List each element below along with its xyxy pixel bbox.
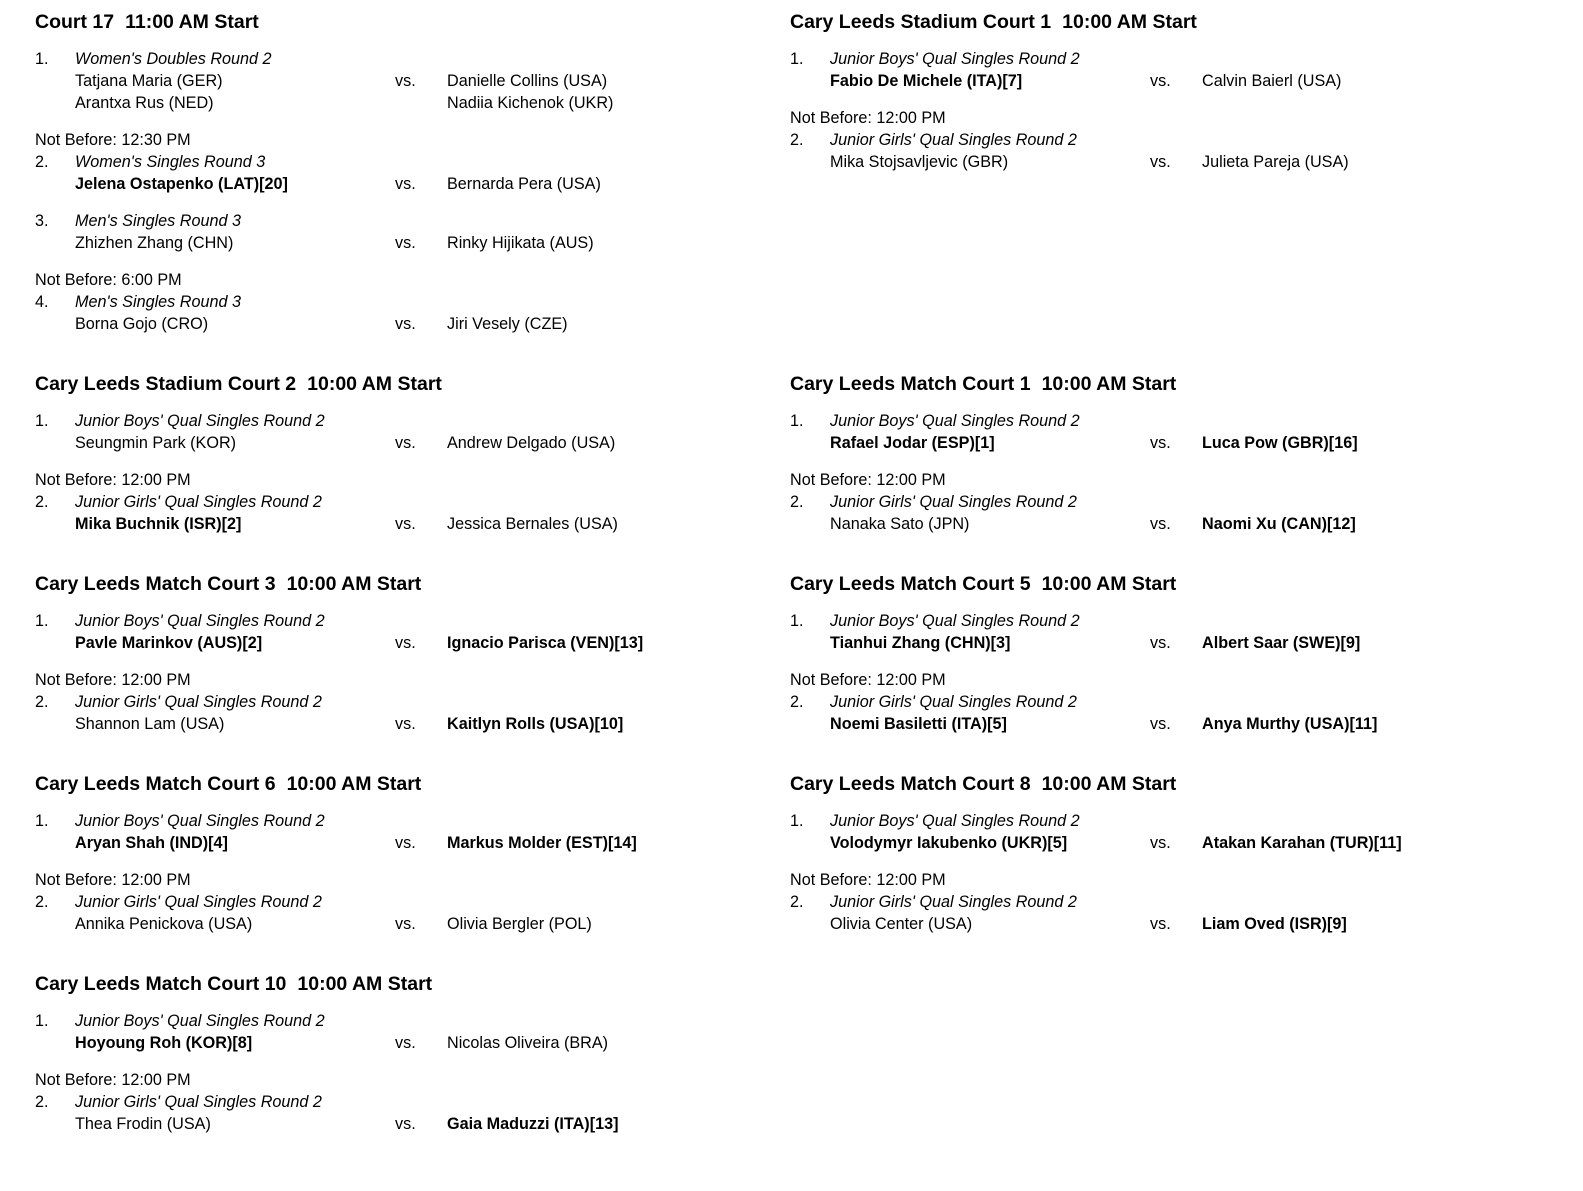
side-two-players (1202, 913, 1563, 935)
player-name: Mika Buchnik (ISR)[2] (75, 515, 242, 533)
side-one-players (75, 173, 395, 195)
side-two-players (1202, 632, 1563, 654)
court-start-time: 11:00 AM Start (125, 11, 259, 33)
match-number: 1. (35, 412, 49, 430)
match-list (35, 810, 790, 935)
court-start-time: 10:00 AM Start (1062, 11, 1197, 33)
match-number: 2. (35, 693, 49, 711)
player-name: Olivia Bergler (POL) (447, 915, 592, 933)
not-before-note: Not Before: 12:00 PM (35, 671, 191, 689)
court-section (35, 371, 790, 535)
vs-label: vs. (1150, 634, 1171, 652)
side-one-players (830, 432, 1150, 454)
vs-label: vs. (395, 1034, 416, 1052)
match-block (35, 869, 790, 935)
player-name: Jelena Ostapenko (LAT)[20] (75, 175, 288, 193)
match-number: 2. (35, 1093, 49, 1111)
event-name: Junior Boys' Qual Singles Round 2 (75, 1012, 325, 1030)
player-name: Nicolas Oliveira (BRA) (447, 1034, 609, 1052)
side-one-players (75, 713, 395, 735)
match-entry (790, 129, 1563, 173)
court-name: Cary Leeds Match Court 10 (35, 973, 287, 995)
match-entry (790, 410, 1563, 454)
vs-label: vs. (1150, 915, 1171, 933)
player-name: Tatjana Maria (GER) (75, 72, 223, 90)
not-before-note: Not Before: 12:00 PM (790, 109, 946, 127)
side-two-players (1202, 151, 1563, 173)
side-one-players (75, 1032, 395, 1054)
side-two-players (447, 313, 790, 335)
court-title (35, 9, 790, 35)
event-name: Junior Girls' Qual Singles Round 2 (830, 693, 1077, 711)
side-one-players (830, 513, 1150, 535)
court-section (35, 771, 790, 935)
event-name: Junior Boys' Qual Singles Round 2 (75, 812, 325, 830)
event-name: Junior Boys' Qual Singles Round 2 (75, 412, 325, 430)
vs-label: vs. (395, 434, 416, 452)
side-one-players (830, 632, 1150, 654)
court-name: Court 17 (35, 11, 115, 33)
match-number: 1. (790, 412, 804, 430)
player-name: Nadiia Kichenok (UKR) (447, 94, 614, 112)
match-block (790, 610, 1563, 654)
player-name: Naomi Xu (CAN)[12] (1202, 515, 1356, 533)
vs-label: vs. (395, 234, 416, 252)
player-name: Annika Penickova (USA) (75, 915, 253, 933)
match-entry (790, 491, 1563, 535)
match-block (790, 869, 1563, 935)
match-number: 2. (790, 893, 804, 911)
event-name: Junior Girls' Qual Singles Round 2 (830, 893, 1077, 911)
match-entry (35, 291, 790, 335)
court-section (35, 571, 790, 735)
match-block (35, 129, 790, 195)
match-block (35, 810, 790, 854)
vs-label: vs. (395, 315, 416, 333)
match-number: 1. (790, 50, 804, 68)
vs-label: vs. (395, 915, 416, 933)
not-before-note: Not Before: 12:00 PM (35, 871, 191, 889)
court-title (790, 571, 1563, 597)
match-entry (35, 1091, 790, 1135)
court-start-time: 10:00 AM Start (307, 373, 442, 395)
match-number: 2. (790, 493, 804, 511)
side-one-players (830, 913, 1150, 935)
event-name: Junior Girls' Qual Singles Round 2 (830, 493, 1077, 511)
vs-label: vs. (395, 834, 416, 852)
match-number: 1. (790, 612, 804, 630)
side-one-players (75, 313, 395, 335)
court-name: Cary Leeds Match Court 6 (35, 773, 276, 795)
match-entry (35, 410, 790, 454)
match-number: 2. (35, 153, 49, 171)
match-entry (790, 48, 1563, 92)
player-name: Tianhui Zhang (CHN)[3] (830, 634, 1011, 652)
event-name: Junior Girls' Qual Singles Round 2 (75, 493, 322, 511)
match-block (35, 48, 790, 114)
not-before-note: Not Before: 12:00 PM (790, 471, 946, 489)
vs-label: vs. (395, 175, 416, 193)
event-name: Junior Boys' Qual Singles Round 2 (830, 412, 1080, 430)
court-section (35, 971, 790, 1135)
player-name: Fabio De Michele (ITA)[7] (830, 72, 1023, 90)
player-name: Calvin Baierl (USA) (1202, 72, 1342, 90)
player-name: Volodymyr Iakubenko (UKR)[5] (830, 834, 1068, 852)
player-name: Albert Saar (SWE)[9] (1202, 634, 1361, 652)
player-name: Liam Oved (ISR)[9] (1202, 915, 1347, 933)
match-entry (35, 891, 790, 935)
player-name: Ignacio Parisca (VEN)[13] (447, 634, 644, 652)
not-before-note: Not Before: 12:00 PM (790, 871, 946, 889)
side-two-players (1202, 713, 1563, 735)
side-one-players (830, 713, 1150, 735)
player-name: Seungmin Park (KOR) (75, 434, 237, 452)
vs-label: vs. (395, 1115, 416, 1133)
match-list (35, 410, 790, 535)
match-number: 4. (35, 293, 49, 311)
match-entry (790, 610, 1563, 654)
player-name: Kaitlyn Rolls (USA)[10] (447, 715, 624, 733)
match-list (35, 48, 790, 335)
player-name: Jessica Bernales (USA) (447, 515, 618, 533)
court-title (35, 371, 790, 397)
side-two-players (447, 173, 790, 195)
court-start-time: 10:00 AM Start (1041, 573, 1177, 595)
court-start-time: 10:00 AM Start (286, 773, 422, 795)
match-block (35, 210, 790, 254)
court-section (35, 9, 790, 335)
player-name: Borna Gojo (CRO) (75, 315, 209, 333)
player-name: Pavle Marinkov (AUS)[2] (75, 634, 263, 652)
match-block (35, 269, 790, 335)
match-block (35, 1069, 790, 1135)
player-name: Arantxa Rus (NED) (75, 94, 214, 112)
match-block (790, 810, 1563, 854)
match-list (790, 48, 1563, 173)
event-name: Junior Boys' Qual Singles Round 2 (75, 612, 325, 630)
event-name: Junior Boys' Qual Singles Round 2 (830, 612, 1080, 630)
match-number: 1. (35, 1012, 49, 1030)
court-start-time: 10:00 AM Start (286, 573, 422, 595)
side-two-players (447, 832, 790, 854)
match-block (790, 107, 1563, 173)
not-before-note: Not Before: 12:00 PM (35, 471, 191, 489)
side-one-players (75, 513, 395, 535)
side-one-players (75, 432, 395, 454)
vs-label: vs. (1150, 515, 1171, 533)
not-before-note: Not Before: 6:00 PM (35, 271, 182, 289)
match-entry (35, 48, 790, 114)
player-name: Zhizhen Zhang (CHN) (75, 234, 234, 252)
court-name: Cary Leeds Match Court 8 (790, 773, 1031, 795)
player-name: Olivia Center (USA) (830, 915, 973, 933)
court-title (790, 371, 1563, 397)
match-entry (790, 891, 1563, 935)
side-one-players (830, 832, 1150, 854)
player-name: Rinky Hijikata (AUS) (447, 234, 594, 252)
match-list (790, 410, 1563, 535)
match-list (790, 810, 1563, 935)
player-name: Bernarda Pera (USA) (447, 175, 601, 193)
court-name: Cary Leeds Match Court 1 (790, 373, 1031, 395)
side-one-players (75, 632, 395, 654)
match-entry (790, 810, 1563, 854)
match-number: 2. (790, 693, 804, 711)
match-number: 2. (35, 893, 49, 911)
side-two-players (447, 632, 790, 654)
player-name: Hoyoung Roh (KOR)[8] (75, 1034, 253, 1052)
court-title (35, 771, 790, 797)
side-two-players (447, 513, 790, 535)
match-entry (35, 691, 790, 735)
vs-label: vs. (395, 72, 416, 90)
event-name: Men's Singles Round 3 (75, 293, 241, 311)
side-one-players (75, 832, 395, 854)
side-two-players (447, 432, 790, 454)
event-name: Junior Girls' Qual Singles Round 2 (75, 893, 322, 911)
player-name: Danielle Collins (USA) (447, 72, 608, 90)
side-two-players (1202, 513, 1563, 535)
match-number: 3. (35, 212, 49, 230)
match-block (790, 469, 1563, 535)
match-block (35, 610, 790, 654)
match-block (35, 669, 790, 735)
court-start-time: 10:00 AM Start (1041, 373, 1177, 395)
match-number: 2. (35, 493, 49, 511)
match-block (790, 410, 1563, 454)
not-before-note: Not Before: 12:00 PM (35, 1071, 191, 1089)
match-block (790, 669, 1563, 735)
event-name: Junior Boys' Qual Singles Round 2 (830, 50, 1080, 68)
court-title (790, 771, 1563, 797)
court-title (790, 9, 1563, 35)
event-name: Men's Singles Round 3 (75, 212, 241, 230)
side-one-players (830, 70, 1150, 92)
vs-label: vs. (1150, 834, 1171, 852)
side-two-players (447, 232, 790, 254)
court-name: Cary Leeds Match Court 3 (35, 573, 276, 595)
match-entry (35, 491, 790, 535)
not-before-note: Not Before: 12:00 PM (790, 671, 946, 689)
player-name: Thea Frodin (USA) (75, 1115, 211, 1133)
event-name: Junior Girls' Qual Singles Round 2 (75, 1093, 322, 1111)
court-start-time: 10:00 AM Start (1041, 773, 1177, 795)
side-one-players (830, 151, 1150, 173)
match-number: 1. (35, 50, 49, 68)
match-list (35, 1010, 790, 1135)
court-name: Cary Leeds Match Court 5 (790, 573, 1031, 595)
court-section (790, 771, 1563, 935)
player-name: Mika Stojsavljevic (GBR) (830, 153, 1009, 171)
court-start-time: 10:00 AM Start (297, 973, 433, 995)
player-name: Aryan Shah (IND)[4] (75, 834, 228, 852)
side-two-players (1202, 432, 1563, 454)
match-block (790, 48, 1563, 92)
match-entry (35, 810, 790, 854)
player-name: Nanaka Sato (JPN) (830, 515, 970, 533)
player-name: Jiri Vesely (CZE) (447, 315, 568, 333)
not-before-note: Not Before: 12:30 PM (35, 131, 191, 149)
match-block (35, 410, 790, 454)
side-one-players (75, 70, 395, 114)
side-two-players (447, 913, 790, 935)
match-list (790, 610, 1563, 735)
match-entry (35, 610, 790, 654)
match-number: 1. (790, 812, 804, 830)
side-two-players (447, 70, 790, 114)
vs-label: vs. (395, 715, 416, 733)
court-title (35, 971, 790, 997)
player-name: Atakan Karahan (TUR)[11] (1202, 834, 1402, 852)
player-name: Julieta Pareja (USA) (1202, 153, 1349, 171)
vs-label: vs. (395, 515, 416, 533)
match-number: 1. (35, 812, 49, 830)
side-two-players (1202, 70, 1563, 92)
side-two-players (447, 1113, 790, 1135)
vs-label: vs. (1150, 72, 1171, 90)
player-name: Rafael Jodar (ESP)[1] (830, 434, 995, 452)
side-one-players (75, 913, 395, 935)
side-two-players (447, 713, 790, 735)
court-name: Cary Leeds Stadium Court 2 (35, 373, 297, 395)
player-name: Gaia Maduzzi (ITA)[13] (447, 1115, 619, 1133)
vs-label: vs. (1150, 153, 1171, 171)
court-title (35, 571, 790, 597)
player-name: Anya Murthy (USA)[11] (1202, 715, 1378, 733)
match-number: 2. (790, 131, 804, 149)
match-entry (790, 691, 1563, 735)
player-name: Noemi Basiletti (ITA)[5] (830, 715, 1007, 733)
side-two-players (447, 1032, 790, 1054)
match-entry (35, 1010, 790, 1054)
match-number: 1. (35, 612, 49, 630)
match-entry (35, 210, 790, 254)
court-section (790, 371, 1563, 535)
player-name: Andrew Delgado (USA) (447, 434, 616, 452)
vs-label: vs. (395, 634, 416, 652)
match-block (35, 1010, 790, 1054)
event-name: Junior Girls' Qual Singles Round 2 (75, 693, 322, 711)
vs-label: vs. (1150, 715, 1171, 733)
court-name: Cary Leeds Stadium Court 1 (790, 11, 1052, 33)
side-two-players (1202, 832, 1563, 854)
court-section (790, 571, 1563, 735)
match-list (35, 610, 790, 735)
event-name: Women's Doubles Round 2 (75, 50, 272, 68)
match-entry (35, 151, 790, 195)
vs-label: vs. (1150, 434, 1171, 452)
player-name: Luca Pow (GBR)[16] (1202, 434, 1358, 452)
event-name: Junior Girls' Qual Singles Round 2 (830, 131, 1077, 149)
match-block (35, 469, 790, 535)
event-name: Junior Boys' Qual Singles Round 2 (830, 812, 1080, 830)
court-section (790, 9, 1563, 173)
side-one-players (75, 232, 395, 254)
side-one-players (75, 1113, 395, 1135)
player-name: Markus Molder (EST)[14] (447, 834, 637, 852)
player-name: Shannon Lam (USA) (75, 715, 225, 733)
event-name: Women's Singles Round 3 (75, 153, 266, 171)
